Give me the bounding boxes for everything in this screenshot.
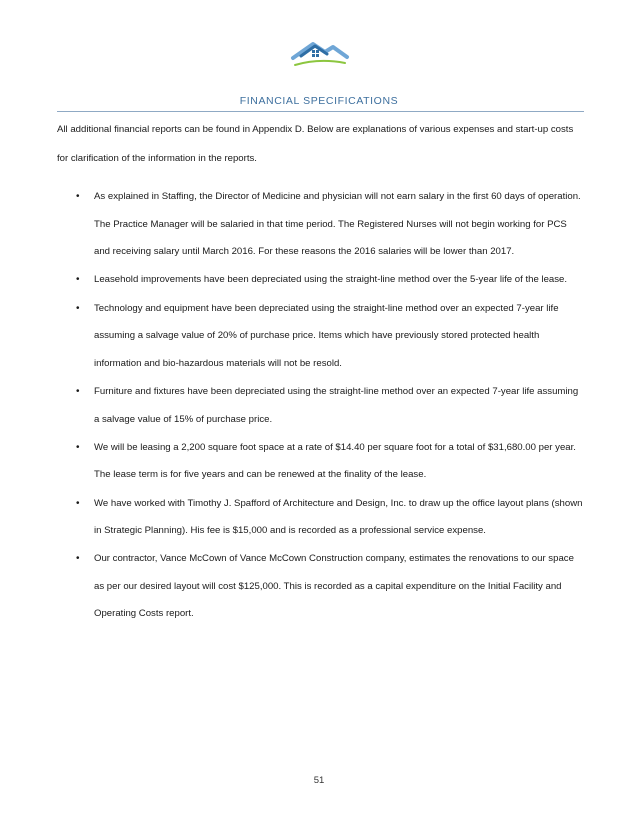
list-item: • Furniture and fixtures have been depreciated using the straight-line method over an expected 7-year life assuming a salvage value of 15% of purchase price. (57, 378, 584, 433)
house-roof-logo-icon (287, 36, 351, 70)
bullet-icon: • (76, 497, 80, 509)
list-item: • Leasehold improvements have been depreciated using the straight-line method over the 5-year life of the lease. (57, 266, 584, 294)
list-item: • Our contractor, Vance McCown of Vance McCown Construction company, estimates the renovations to our space as per our desired layout will cost $125,000. This is recorded as a capital expenditure on the Initial Facility and Operating Costs report. (57, 545, 584, 628)
intro-paragraph: All additional financial reports can be found in Appendix D. Below are explanations of various expenses and start-up costs for clarification of the information in the reports. (57, 124, 574, 164)
bullet-icon: • (76, 274, 80, 286)
page-title: FINANCIAL SPECIFICATIONS (239, 95, 399, 107)
title-divider (57, 111, 584, 112)
list-item: • We will be leasing a 2,200 square foot space at a rate of $14.40 per square foot for a total of $31,680.00 per year. The lease term is for five years and can be renewed at the finality of the lease. (57, 434, 584, 489)
list-item: • Technology and equipment have been depreciated using the straight-line method over an expected 7-year life assuming a salvage value of 20% of purchase price. Items which have previously stored protected health information and bio-hazardous materials will not be resold. (57, 295, 584, 378)
bullet-icon: • (76, 191, 80, 202)
bullet-icon: • (76, 441, 80, 453)
bullet-icon: • (76, 385, 80, 397)
bullet-icon: • (76, 302, 80, 314)
list-item: • We have worked with Timothy J. Spafford of Architecture and Design, Inc. to draw up the office layout plans (shown in Strategic Planning). His fee is $15,000 and is recorded as a professional service expense. (57, 490, 584, 545)
list-item: • As explained in Staffing, the Director of Medicine and physician will not earn salary in the first 60 days of operation. The Practice Manager will be salaried in that time period. The Registered Nurses will not begin working for PCS and receiving salary until March 2016. For these reasons the 2016 salaries will be lower than 2017. (57, 183, 584, 266)
explanations-list (57, 183, 584, 629)
bullet-icon: • (76, 553, 80, 565)
page-number: 51 (313, 775, 325, 786)
